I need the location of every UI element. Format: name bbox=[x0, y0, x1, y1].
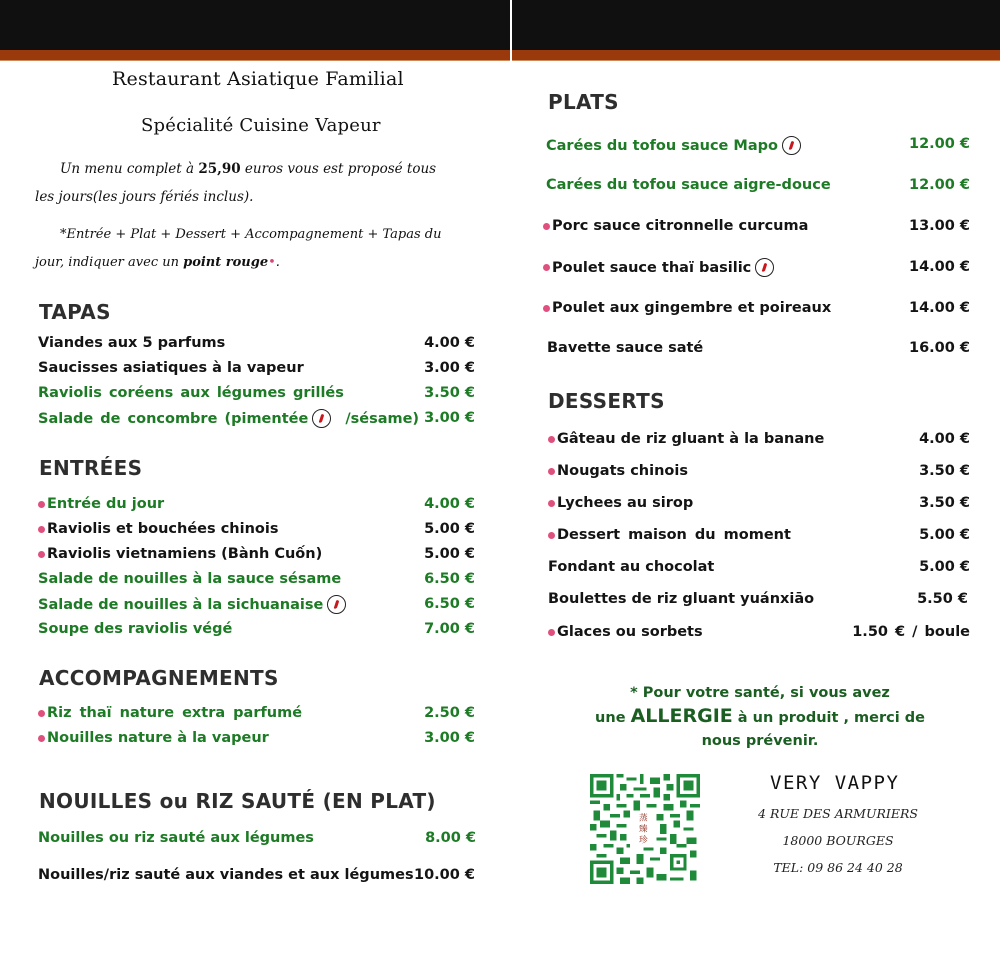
menu-item: Dessert maison du moment bbox=[548, 527, 791, 543]
menu-item-price: 12.00 € bbox=[908, 136, 970, 152]
menu-item-price: 12.00 € bbox=[908, 177, 970, 193]
menu-item: Saucisses asiatiques à la vapeur bbox=[38, 360, 304, 376]
page-divider bbox=[510, 0, 512, 62]
menu-item-price: 5.00 € bbox=[424, 546, 475, 562]
chili-pepper-icon bbox=[782, 136, 801, 155]
menu-item: Bavette sauce saté bbox=[547, 340, 704, 356]
red-dot-icon bbox=[543, 264, 550, 271]
menu-item-price: 13.00 € bbox=[908, 218, 970, 234]
red-dot-icon bbox=[543, 305, 550, 312]
menu-item-price: 10.00 € bbox=[413, 867, 475, 883]
menu-item: Glaces ou sorbets bbox=[548, 624, 703, 640]
phone-number[interactable]: TEL: 09 86 24 40 28 bbox=[773, 860, 903, 875]
top-bar-left bbox=[0, 0, 510, 50]
menu-item-price: 4.00 € bbox=[919, 431, 970, 447]
chili-pepper-icon bbox=[312, 409, 331, 428]
menu-item-price: 2.50 € bbox=[424, 705, 475, 721]
section-title-plats: PLATS bbox=[548, 90, 619, 114]
menu-item: Nouilles/riz sauté aux viandes et aux légumes bbox=[38, 867, 414, 883]
accent-stripe-left bbox=[0, 50, 510, 61]
red-dot-icon bbox=[38, 501, 45, 508]
restaurant-brand-name: VERY VAPPY bbox=[770, 772, 900, 794]
address-city: 18000 BOURGES bbox=[782, 833, 894, 848]
menu-item-price: 3.00 € bbox=[424, 730, 475, 746]
section-title-tapas: TAPAS bbox=[39, 300, 111, 324]
section-title-accompagnements: ACCOMPAGNEMENTS bbox=[39, 666, 279, 690]
menu-item-price: 4.00 € bbox=[424, 335, 475, 351]
menu-item-price: 16.00 € bbox=[908, 340, 970, 356]
red-dot-icon bbox=[548, 468, 555, 475]
menu-item-price: 3.50 € bbox=[919, 495, 970, 511]
menu-item-price: 3.50 € bbox=[424, 385, 475, 401]
menu-item: Riz thaï nature extra parfumé bbox=[38, 705, 302, 721]
menu-item-price: 3.50 € bbox=[919, 463, 970, 479]
menu-item-price: 8.00 € bbox=[425, 830, 476, 846]
qr-code[interactable] bbox=[590, 774, 700, 884]
menu-item: Soupe des raviolis végé bbox=[38, 621, 233, 637]
menu-item: Gâteau de riz gluant à la banane bbox=[548, 431, 824, 447]
intro-line-4: jour, indiquer avec un point rouge•. bbox=[35, 255, 280, 270]
red-dot-icon bbox=[548, 436, 555, 443]
menu-item: Nougats chinois bbox=[548, 463, 688, 479]
red-dot-icon bbox=[543, 223, 550, 230]
menu-item: Poulet aux gingembre et poireaux bbox=[543, 300, 831, 316]
svg-text:珍: 珍 bbox=[638, 835, 648, 846]
menu-item: Carées du tofou sauce aigre-douce bbox=[546, 177, 831, 193]
menu-item: Poulet sauce thaï basilic bbox=[543, 258, 774, 277]
section-title-entrees: ENTRÉES bbox=[39, 456, 143, 480]
menu-item-price: 14.00 € bbox=[908, 259, 970, 275]
intro-line-2: les jours(les jours fériés inclus). bbox=[35, 189, 254, 205]
menu-item: Salade de nouilles à la sichuanaise bbox=[38, 595, 346, 614]
menu-item: Fondant au chocolat bbox=[548, 559, 715, 575]
svg-text:蒸: 蒸 bbox=[638, 813, 648, 824]
menu-item: Carées du tofou sauce Mapo bbox=[546, 136, 801, 155]
menu-item-price: 5.00 € bbox=[919, 527, 970, 543]
allergy-line-3: nous prévenir. bbox=[701, 733, 819, 749]
menu-item-price: 5.50 € bbox=[917, 591, 968, 607]
menu-item-price: 7.00 € bbox=[424, 621, 475, 637]
menu-item: Salade de nouilles à la sauce sésame bbox=[38, 571, 342, 587]
menu-item-price: 14.00 € bbox=[908, 300, 970, 316]
accent-stripe-right bbox=[512, 50, 1000, 61]
menu-item: Nouilles ou riz sauté aux légumes bbox=[38, 830, 314, 846]
restaurant-subtitle: Spécialité Cuisine Vapeur bbox=[141, 115, 381, 136]
red-dot-icon bbox=[548, 629, 555, 636]
svg-text:臻: 臻 bbox=[638, 824, 648, 835]
menu-item: Raviolis et bouchées chinois bbox=[38, 521, 278, 537]
menu-item: Raviolis coréens aux légumes grillés bbox=[38, 385, 344, 401]
menu-item-price: 6.50 € bbox=[424, 596, 475, 612]
address-street: 4 RUE DES ARMURIERS bbox=[758, 806, 918, 821]
intro-line-3: *Entrée + Plat + Dessert + Accompagnement + Tapas du bbox=[60, 227, 442, 242]
menu-item: Porc sauce citronnelle curcuma bbox=[543, 218, 808, 234]
menu-item-price: 3.00 € bbox=[424, 360, 475, 376]
menu-item: Boulettes de riz gluant yuánxiāo bbox=[548, 591, 815, 607]
section-title-nouilles: NOUILLES ou RIZ SAUTÉ (EN PLAT) bbox=[39, 789, 436, 813]
red-dot-icon bbox=[38, 551, 45, 558]
menu-item: Raviolis vietnamiens (Bành Cuốn) bbox=[38, 546, 322, 562]
menu-item: Entrée du jour bbox=[38, 496, 164, 512]
chili-pepper-icon bbox=[327, 595, 346, 614]
menu-item-price: 4.00 € bbox=[424, 496, 475, 512]
menu-item-price: 5.00 € bbox=[919, 559, 970, 575]
restaurant-title: Restaurant Asiatique Familial bbox=[112, 68, 404, 90]
red-dot-icon bbox=[38, 710, 45, 717]
red-dot-icon bbox=[38, 526, 45, 533]
menu-item: Nouilles nature à la vapeur bbox=[38, 730, 269, 746]
allergy-notice bbox=[560, 682, 960, 753]
chili-pepper-icon bbox=[755, 258, 774, 277]
menu-item: Lychees au sirop bbox=[548, 495, 693, 511]
menu-item-price: 5.00 € bbox=[424, 521, 475, 537]
top-bar-right bbox=[512, 0, 1000, 50]
menu-item-price: 1.50 € / boule bbox=[852, 624, 970, 640]
red-dot-icon bbox=[548, 500, 555, 507]
intro-line-1: Un menu complet à 25,90 euros vous est proposé tous bbox=[60, 161, 437, 177]
allergy-line-1: * Pour votre santé, si vous avez bbox=[630, 685, 890, 701]
menu-item-price: 3.00 € bbox=[424, 410, 475, 426]
allergy-line-2: une ALLERGIE à un produit , merci de bbox=[595, 705, 925, 727]
menu-item-price: 6.50 € bbox=[424, 571, 475, 587]
section-title-desserts: DESSERTS bbox=[548, 389, 665, 413]
menu-item: Viandes aux 5 parfums bbox=[38, 335, 226, 351]
menu-item: Salade de concombre (pimentée /sésame) bbox=[38, 410, 420, 427]
red-dot-icon bbox=[38, 735, 45, 742]
red-dot-icon bbox=[548, 532, 555, 539]
